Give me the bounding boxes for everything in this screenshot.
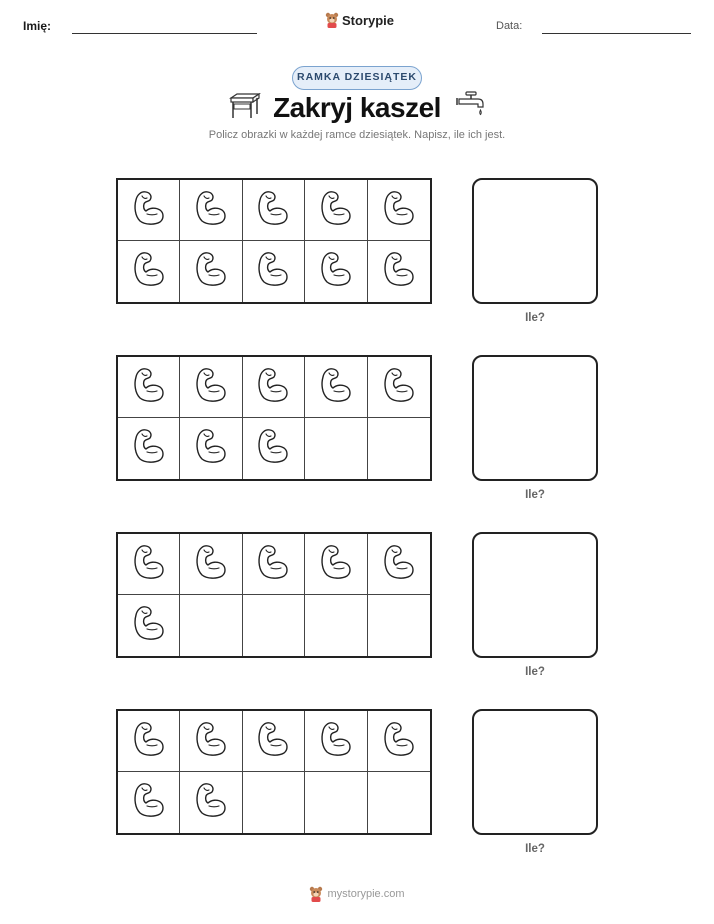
ten-frame-cell (368, 772, 430, 833)
ten-frame-cell (118, 180, 180, 241)
ten-frame-cell (180, 595, 242, 656)
flexed-biceps-icon (379, 365, 419, 410)
flexed-biceps-icon (379, 719, 419, 764)
ten-frame-cell (243, 241, 305, 302)
ten-frame-cell (368, 357, 430, 418)
flexed-biceps-icon (191, 365, 231, 410)
ten-frame-cell (368, 418, 430, 479)
ten-frame-cell (180, 534, 242, 595)
flexed-biceps-icon (316, 719, 356, 764)
ten-frame-cell (118, 418, 180, 479)
flexed-biceps-icon (129, 603, 169, 648)
ten-frame-cell (243, 772, 305, 833)
flexed-biceps-icon (379, 188, 419, 233)
ten-frame-cell (118, 534, 180, 595)
ten-frame-cell (305, 357, 367, 418)
ten-frame-cell (305, 241, 367, 302)
water-tap-icon (456, 90, 486, 118)
answer-label: Ile? (525, 843, 545, 855)
flexed-biceps-icon (253, 365, 293, 410)
brand-name: Storypie (342, 12, 395, 28)
flexed-biceps-icon (379, 249, 419, 294)
ten-frame-cell (305, 595, 367, 656)
ten-frame-cell (305, 418, 367, 479)
ten-frame-cell (180, 357, 242, 418)
ten-frame-cell (180, 418, 242, 479)
website-url: mystorypie.com (327, 888, 405, 900)
flexed-biceps-icon (316, 249, 356, 294)
flexed-biceps-icon (191, 188, 231, 233)
flexed-biceps-icon (253, 426, 293, 471)
flexed-biceps-icon (191, 780, 231, 825)
flexed-biceps-icon (379, 542, 419, 587)
ten-frame-cell (118, 357, 180, 418)
flexed-biceps-icon (129, 188, 169, 233)
flexed-biceps-icon (253, 719, 293, 764)
flexed-biceps-icon (191, 719, 231, 764)
ten-frame-cell (118, 241, 180, 302)
flexed-biceps-icon (129, 719, 169, 764)
flexed-biceps-icon (129, 426, 169, 471)
ten-frame-cell (180, 241, 242, 302)
ten-frame-cell (243, 357, 305, 418)
answer-box[interactable] (472, 532, 598, 658)
bear-mascot-icon (325, 12, 339, 28)
ten-frame (116, 178, 432, 304)
brand-logo (325, 12, 394, 28)
ten-frame (116, 709, 432, 835)
ten-frame-cell (118, 711, 180, 772)
ten-frame-cell (305, 534, 367, 595)
ten-frame-cell (305, 180, 367, 241)
ten-frame-cell (118, 772, 180, 833)
ten-frame-cell (243, 418, 305, 479)
ten-frame-cell (243, 711, 305, 772)
title-row (0, 90, 714, 126)
ten-frame (116, 355, 432, 481)
flexed-biceps-icon (191, 542, 231, 587)
ten-frame-cell (118, 595, 180, 656)
name-label: Imię: (23, 19, 52, 33)
footer (0, 886, 714, 902)
flexed-biceps-icon (129, 365, 169, 410)
ten-frame-cell (180, 180, 242, 241)
flexed-biceps-icon (316, 542, 356, 587)
name-line (72, 33, 257, 34)
ten-frame-cell (368, 711, 430, 772)
ten-frame-cell (368, 534, 430, 595)
flexed-biceps-icon (253, 249, 293, 294)
date-label: Data: (496, 20, 523, 32)
ten-frame-cell (243, 180, 305, 241)
answer-box[interactable] (472, 178, 598, 304)
answer-label: Ile? (525, 312, 545, 324)
flexed-biceps-icon (191, 249, 231, 294)
instructions: Policz obrazki w każdej ramce dziesiątek. Napisz, ile ich jest. (208, 129, 506, 141)
ten-frame-cell (243, 595, 305, 656)
ten-frame-cell (180, 711, 242, 772)
worksheet-type-badge: RAMKA DZIESIĄTEK (292, 66, 422, 90)
ten-frame (116, 532, 432, 658)
flexed-biceps-icon (253, 188, 293, 233)
bear-mascot-icon (309, 886, 323, 902)
flexed-biceps-icon (129, 542, 169, 587)
worksheet-header (0, 0, 714, 50)
flexed-biceps-icon (316, 188, 356, 233)
ten-frame-cell (305, 711, 367, 772)
ten-frame-cell (243, 534, 305, 595)
flexed-biceps-icon (316, 365, 356, 410)
ten-frame-cell (180, 772, 242, 833)
answer-box[interactable] (472, 709, 598, 835)
flexed-biceps-icon (191, 426, 231, 471)
answer-label: Ile? (525, 666, 545, 678)
ten-frame-cell (368, 180, 430, 241)
answer-box[interactable] (472, 355, 598, 481)
answer-label: Ile? (525, 489, 545, 501)
date-line (542, 33, 691, 34)
ten-frame-cell (305, 772, 367, 833)
flexed-biceps-icon (129, 780, 169, 825)
ten-frame-cell (368, 241, 430, 302)
flexed-biceps-icon (129, 249, 169, 294)
flexed-biceps-icon (253, 542, 293, 587)
page-title: Zakryj kaszel (273, 92, 441, 123)
ten-frame-cell (368, 595, 430, 656)
